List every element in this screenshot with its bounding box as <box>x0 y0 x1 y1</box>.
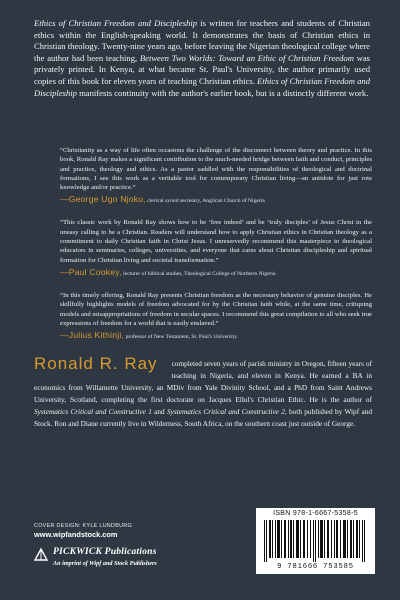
endorsement-attribution <box>60 330 372 342</box>
cover-design-credit: COVER DESIGN: KYLE LUNDBURG <box>34 523 132 529</box>
description-title-2: Ethics of Christian Freedom and Discipleship <box>34 75 370 98</box>
endorsement <box>60 146 372 206</box>
author-book-1: Systematics Critical and Constructive 1 <box>34 406 152 416</box>
barcode-digits: 9 781666 753585 <box>277 563 354 571</box>
author-bio-text: completed seven years of parish ministry in Oregon, fifteen years of teaching in Nigeria, and eleven in Kenya. He earned a BA in economics from Willamette University, an MDiv from Yale Divinity School, and a PhD from Saint Andrews University, Scotland, completing the first doctorate on Jacques Ellul's Christian Ethic. He is the author of <box>34 359 372 404</box>
endorser-role: professor of New Testament, St. Paul's University <box>125 334 238 341</box>
endorser-name: —Julius Kithinji, <box>60 330 125 341</box>
endorser-name: —George Ugo Njoku, <box>60 194 146 205</box>
endorsement-text: “Christianity as a way of life often occasions the challenge of the disconnect between theory and practice. In this book, Ronald Ray makes a significant contribution to the much-needed bridge between faith and conduct, principles and practice, theology and ethics. As a pastor saddled with the responsibilities of theological and doctrinal formations, I see this work as a veritable tool for contemporary Christian living—an antidote for just rote knowledge and/or practice.” <box>60 147 372 192</box>
pickwick-logo-icon <box>34 548 48 561</box>
author-name: Ronald R. Ray <box>34 354 158 373</box>
publisher-name: PICKWICK Publications <box>53 546 157 557</box>
endorsement-text: “This classic work by Ronald Ray shows how to be ‘free indeed’ and be ‘truly disciples’ of Jesus Christ in the uneasy calling to be a Christian. Readers will understand how to apply Christian ethics in Christian theology as a commitment to daily Christian faith in Christ Jesus. I unreservedly recommend this masterpiece to theological educators in seminaries, colleges, universities, and everyone that cares about Christian discipleship and spiritual formation for Christian living and societal transformation.” <box>60 219 372 264</box>
endorsement-text: “In this timely offering, Ronald Ray presents Christian freedom as the necessary behavior of genuine disciples. He skillfully highlights models of freedom advocated for by the Christian faith while, at the same time, critiquing models and misappropriations of freedom in secular spaces. I recommend this great compilation to all who seek true expressions of freedom for a world that is easily enslaved.” <box>60 291 372 327</box>
endorsement-attribution <box>60 267 372 279</box>
publisher-logo-row <box>34 547 214 567</box>
description-text-2: was privately printed. In Kenya, at what became St. Paul's University, the author primarily used copies of this book for eleven years of teaching Christian ethics. <box>34 52 370 86</box>
publisher-website: www.wipfandstock.com <box>34 530 118 539</box>
author-bio-text-3: , both published by Wipf and Stock. Ron and Diane currently live in Wilderness, South Africa, on the southern coast just outside of George. <box>34 406 372 428</box>
publisher-credits <box>34 523 214 567</box>
description-earlier-book: Between Two Worlds: Toward an Ethic of Christian Freedom <box>139 52 354 63</box>
endorsement-attribution <box>60 194 372 206</box>
endorsement <box>60 218 372 278</box>
description-text-3: manifests continuity with the author's earlier book, but is a distinctly different work. <box>76 87 369 98</box>
endorser-name: —Paul Cookey, <box>60 266 122 277</box>
barcode-bars <box>262 520 369 562</box>
isbn-label: ISBN 978-1-6667-5358-5 <box>273 510 358 517</box>
endorsements <box>60 146 372 354</box>
publisher-imprint: An imprint of Wipf and Stock Publishers <box>53 560 157 567</box>
author-bio-section <box>34 354 372 429</box>
description-title: Ethics of Christian Freedom and Discipleship <box>34 18 198 28</box>
endorsement <box>60 291 372 342</box>
endorser-role: lecturer of biblical studies, Theological College of Northern Nigeria <box>123 270 276 277</box>
author-book-2: Systematics Critical and Constructive 2 <box>167 406 285 416</box>
description-text: is written for teachers and students of Christian ethics within the English-speaking world. It demonstrates the basis of Christian ethics in Christian theology. Twenty-nine years ago, before leaving the Nigerian theological college where the author had been teaching, <box>34 18 370 63</box>
book-description <box>34 18 370 99</box>
endorser-role: clerical synod secretary, Anglican Church of Nigeria <box>147 198 265 205</box>
author-bio-text-2: and <box>151 406 168 416</box>
isbn-barcode <box>256 508 375 574</box>
